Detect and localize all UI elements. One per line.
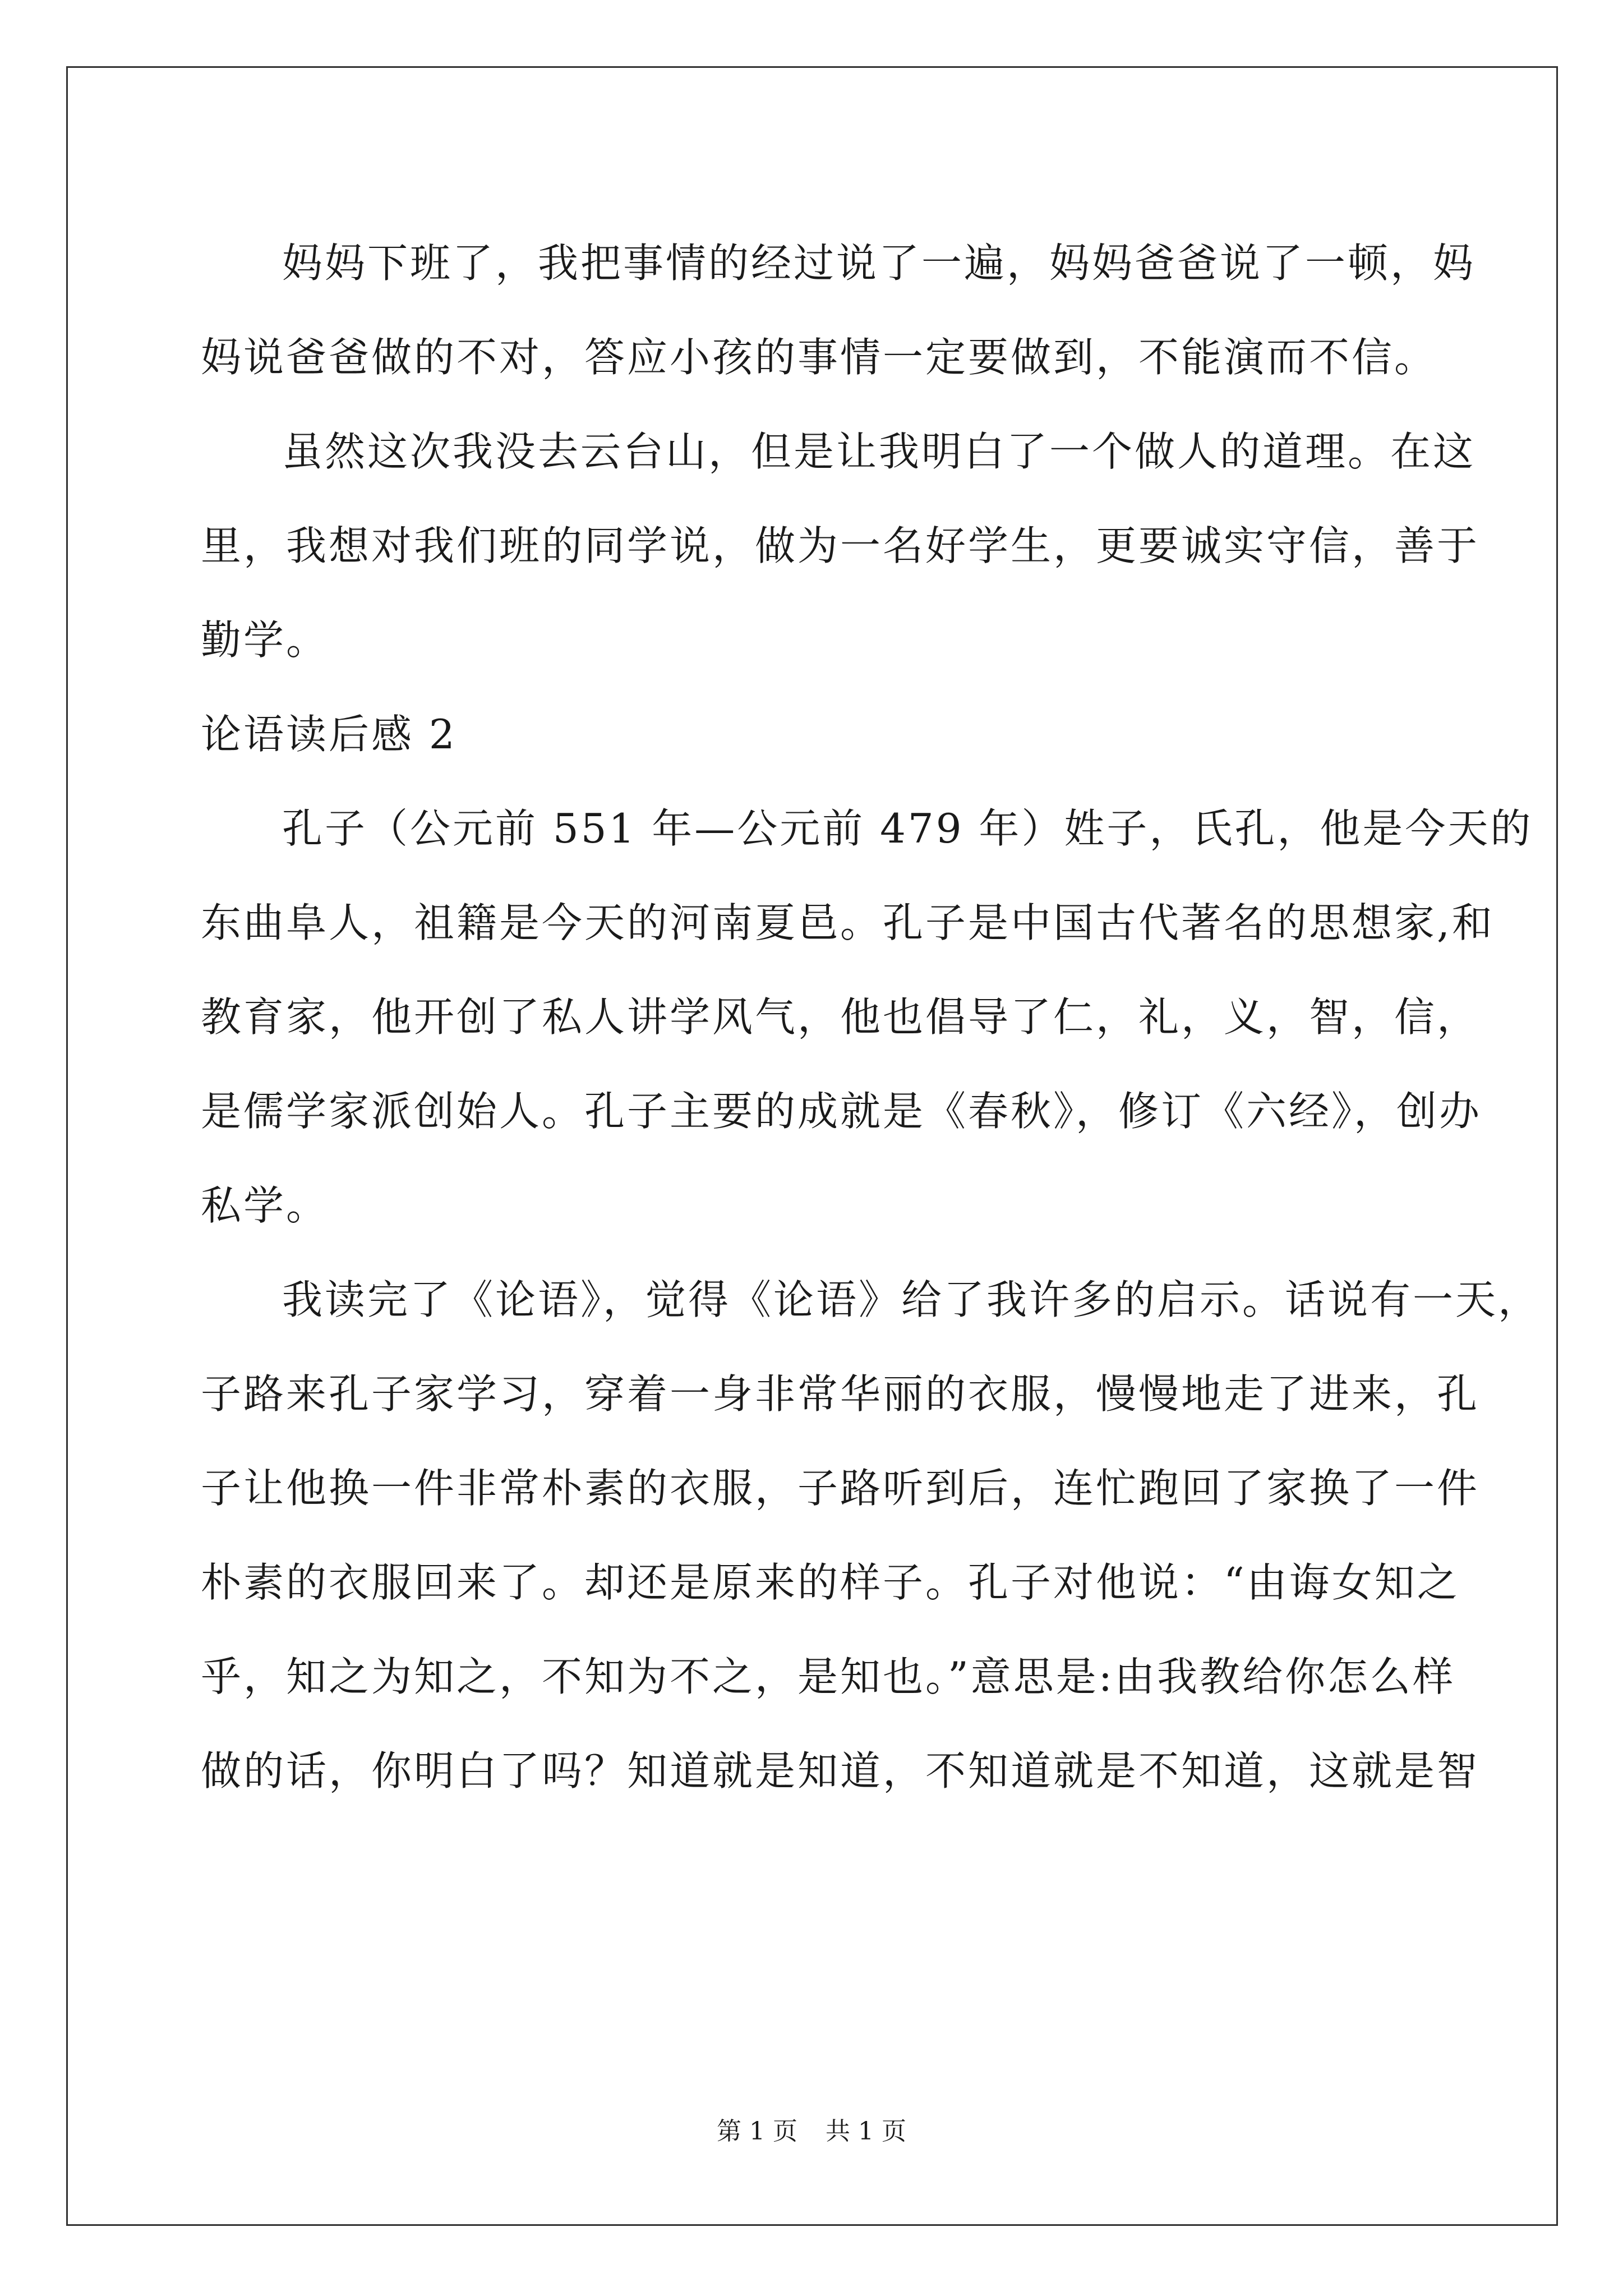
paragraph-3-line-4: 是儒学家派创始人。孔子主要的成就是《春秋》，修订《六经》，创办 [201, 1088, 1482, 1135]
paragraph-4-line-4: 朴素的衣服回来了。却还是原来的样子。孔子对他说：“由诲女知之 [201, 1559, 1460, 1606]
paragraph-4-line-2: 子路来孔子家学习，穿着一身非常华丽的衣服，慢慢地走了进来，孔 [201, 1370, 1480, 1418]
document-body [201, 216, 1541, 1818]
paragraph-3-line-1: 孔子（公元前 551 年—公元前 479 年）姓子，氏孔，他是今天的 [282, 805, 1533, 852]
paragraph-2-line-2: 里，我想对我们班的同学说，做为一名好学生，更要诚实守信，善于 [201, 522, 1480, 569]
paragraph-4-line-5: 乎，知之为知之，不知为不之，是知也。”意思是:由我教给你怎么样 [201, 1653, 1456, 1700]
paragraph-4-line-1: 我读完了《论语》，觉得《论语》给了我许多的启示。话说有一天， [282, 1276, 1541, 1323]
page-footer [0, 2115, 1623, 2148]
page-total: 共 1 页 [826, 2117, 906, 2146]
paragraph-3-line-5: 私学。 [201, 1182, 329, 1229]
paragraph-3-line-2: 东曲阜人，祖籍是今天的河南夏邑。孔子是中国古代著名的思想家,和 [201, 899, 1495, 946]
paragraph-4-line-6: 做的话，你明白了吗？知道就是知道，不知道就是不知道，这就是智 [201, 1747, 1480, 1795]
paragraph-2-line-3: 勤学。 [201, 616, 329, 664]
paragraph-1-line-2: 妈说爸爸做的不对，答应小孩的事情一定要做到，不能演而不信。 [201, 334, 1437, 381]
section-heading: 论语读后感 2 [201, 711, 457, 758]
paragraph-4-line-3: 子让他换一件非常朴素的衣服，子路听到后，连忙跑回了家换了一件 [201, 1465, 1480, 1512]
paragraph-3-line-3: 教育家，他开创了私人讲学风气，他也倡导了仁，礼，义，智，信， [201, 993, 1480, 1041]
paragraph-1-line-1: 妈妈下班了，我把事情的经过说了一遍，妈妈爸爸说了一顿，妈 [282, 240, 1476, 287]
paragraph-2-line-1: 虽然这次我没去云台山，但是让我明白了一个做人的道理。在这 [282, 428, 1476, 475]
page-number: 第 1 页 [717, 2117, 797, 2146]
